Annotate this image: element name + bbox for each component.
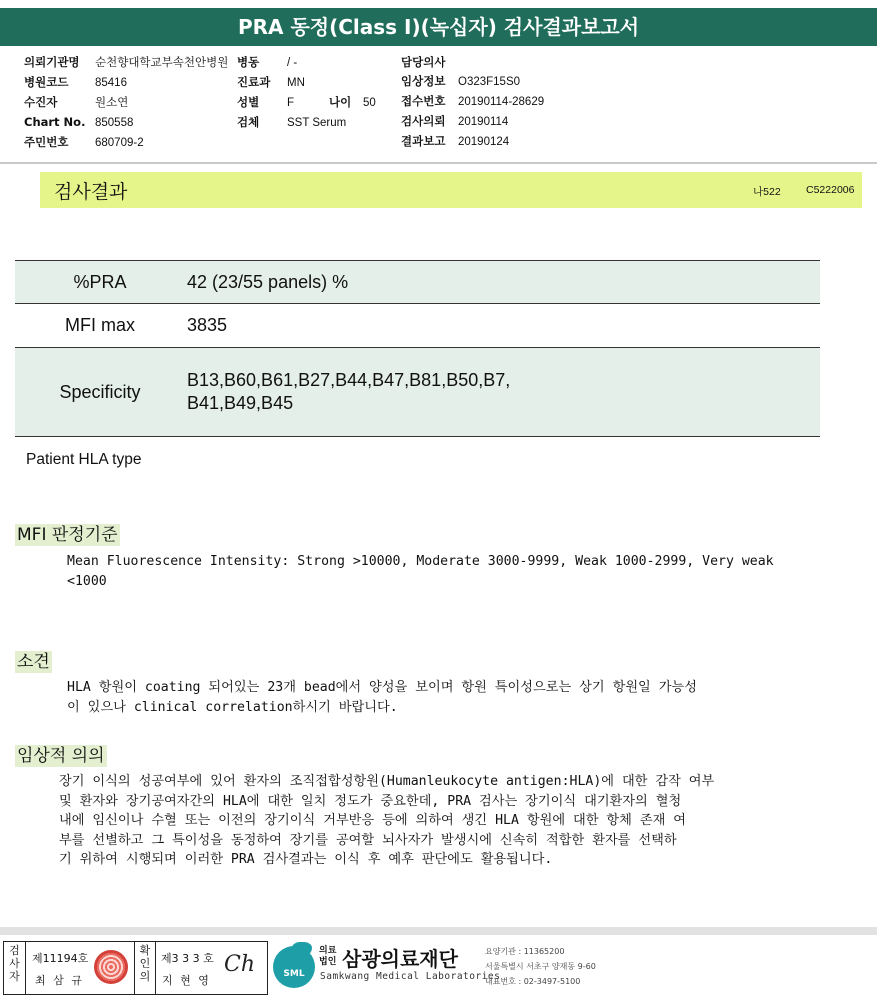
significance-line-5: 기 위하여 시행되며 이러한 PRA 검사결과는 이식 후 예후 판단에도 활용됩니다. [59, 852, 553, 867]
inspector-license: 제11194호 [32, 952, 89, 965]
confirmer-label: 확인의 [139, 944, 151, 983]
specificity-label: Specificity [15, 348, 185, 437]
resident-no-label: 주민번호 [24, 135, 69, 149]
age-value: 50 [363, 97, 376, 109]
inspector-label: 검사자 [9, 944, 20, 983]
pra-value: 42 (23/55 panels) % [185, 261, 820, 304]
org-institution-code: 요양기관 : 11365200 [485, 947, 565, 956]
significance-line-2: 및 환자와 장기공여자간의 HLA에 대한 일치 정도가 중요한데, PRA 검사는 장기이식 대기환자의 혈청 [59, 793, 682, 809]
signature-box [3, 941, 268, 995]
requesting-institution-value: 순천향대학교부속천안병원 [95, 57, 229, 69]
inspector-label-cell [4, 942, 26, 994]
specificity-value [185, 348, 820, 437]
table-row [15, 348, 820, 437]
table-row [15, 304, 820, 348]
opinion-section-title: 소견 [17, 652, 50, 672]
header-col3 [401, 53, 544, 152]
dept-label: 진료과 [237, 75, 271, 89]
sex-label: 성별 [237, 95, 260, 109]
mfi-section-title: MFI 판정기준 [17, 525, 118, 545]
mfi-max-label: MFI max [15, 304, 185, 348]
request-date-value: 20190114 [458, 116, 509, 128]
pra-label: %PRA [15, 261, 185, 304]
specificity-line-2: B41,B49,B45 [187, 393, 294, 413]
report-date-label: 결과보고 [401, 134, 446, 148]
clinical-info-label: 임상정보 [401, 74, 446, 88]
result-section-title: 검사결과 [54, 181, 128, 203]
specimen-label: 검체 [237, 115, 260, 129]
sex-value: F [287, 97, 295, 109]
receipt-no-label: 접수번호 [401, 94, 446, 108]
doctor-label: 담당의사 [401, 55, 446, 69]
age-label: 나이 [329, 95, 352, 109]
org-phone: 대표번호 : 02-3497-5100 [485, 977, 581, 986]
result-section-bar [40, 172, 862, 208]
report-date-value: 20190124 [458, 136, 510, 148]
chart-no-value: 850558 [95, 117, 134, 129]
org-name: 삼광의료재단 [342, 947, 458, 971]
footer-divider [0, 927, 877, 935]
patient-hla-type: Patient HLA type [26, 451, 142, 468]
opinion-section-body [67, 678, 697, 717]
patient-value: 원소연 [95, 97, 129, 109]
patient-label: 수진자 [24, 95, 58, 109]
sml-logo-icon: SML [273, 946, 315, 988]
chart-no-label: Chart No. [24, 115, 86, 129]
ward-value: / - [287, 57, 298, 69]
significance-line-3: 내에 임신이나 수혈 또는 이전의 장기이식 거부반응 등에 의하여 생긴 HLA 항원에 대한 항체 존재 여 [59, 813, 686, 828]
org-english-name: Samkwang Medical Laboratories [320, 971, 501, 982]
result-code-1: 나522 [753, 186, 781, 198]
requesting-institution-label: 의뢰기관명 [24, 55, 80, 69]
specificity-line-1: B13,B60,B61,B27,B44,B47,B81,B50,B7, [187, 370, 511, 390]
dept-value: MN [287, 77, 305, 89]
ward-label: 병동 [237, 55, 260, 69]
mfi-line-1: Mean Fluorescence Intensity: Strong >10000, Moderate 3000-9999, Weak 1000-2999, Very weak [67, 554, 774, 569]
opinion-line-2: 이 있으나 clinical correlation하시기 바랍니다. [67, 699, 398, 715]
inspector-name: 최 삼 규 [35, 974, 84, 987]
significance-section-title: 임상적 의의 [17, 746, 105, 766]
org-prefix: 의료 법인 [319, 946, 337, 967]
hospital-code-value: 85416 [95, 77, 127, 89]
request-date-label: 검사의뢰 [401, 114, 446, 128]
significance-section-body [59, 772, 714, 870]
table-row [15, 261, 820, 304]
confirmer-signature: Ch [224, 952, 256, 977]
result-code-2: C5222006 [806, 184, 855, 196]
header-col2 [237, 53, 376, 133]
mfi-section-body [67, 552, 774, 591]
mfi-line-2: <1000 [67, 573, 107, 589]
resident-no-value: 680709-2 [95, 137, 144, 149]
receipt-no-value: 20190114-28629 [458, 96, 545, 108]
clinical-info-value: O323F15S0 [458, 76, 521, 88]
header-divider [0, 162, 877, 164]
header-col1 [24, 53, 228, 153]
report-title: PRA 동정(Class I)(녹십자) 검사결과보고서 [0, 8, 877, 46]
significance-line-1: 장기 이식의 성공여부에 있어 환자의 조직접합성항원(Humanleukocyte antigen:HLA)에 대한 감작 여부 [59, 774, 715, 789]
inspector-seal-icon [94, 950, 128, 984]
opinion-line-1: HLA 항원이 coating 되어있는 23개 bead에서 양성을 보이며 항원 특이성으로는 상기 항원일 가능성 [67, 680, 697, 695]
confirmer-license: 제3 3 3 호 [161, 952, 214, 965]
hospital-code-label: 병원코드 [24, 75, 69, 89]
significance-line-4: 부를 선별하고 그 특이성을 동정하여 장기를 공여할 뇌사자가 발생시에 신속히 적합한 환자를 선택하 [59, 832, 677, 848]
confirmer-label-cell [134, 942, 156, 994]
results-table [15, 260, 820, 437]
mfi-max-value: 3835 [185, 304, 820, 348]
confirmer-name: 지 현 영 [162, 974, 211, 987]
specimen-value: SST Serum [287, 117, 347, 129]
org-address: 서울특별시 서초구 양재동 9-60 [485, 962, 596, 971]
